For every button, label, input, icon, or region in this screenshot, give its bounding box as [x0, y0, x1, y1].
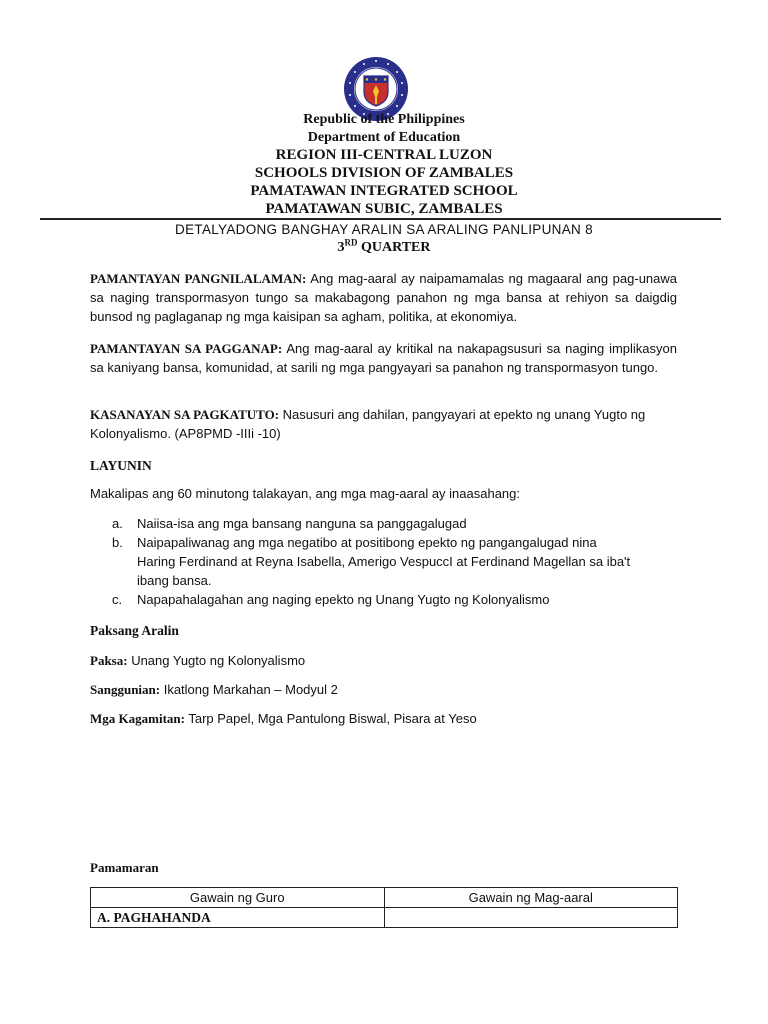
objective-item [90, 590, 637, 609]
header-address: PAMATAWAN SUBIC, ZAMBALES [265, 201, 503, 217]
objectives-list [90, 514, 677, 609]
performance-standard [90, 339, 677, 377]
objective-text: Naiisa-isa ang mga bansang nanguna sa panggagalugad [137, 516, 467, 531]
materials-value: Tarp Papel, Mga Pantulong Biswal, Pisara at Yeso [188, 711, 477, 726]
procedure-heading: Pamamaran [90, 860, 159, 875]
topic-value: Unang Yugto ng Kolonyalismo [131, 653, 306, 668]
objective-text: Napapahalagahan ang naging epekto ng Unang Yugto ng Kolonyalismo [137, 592, 550, 607]
header-division: SCHOOLS DIVISION OF ZAMBALES [254, 165, 514, 181]
table-header-row [91, 888, 678, 908]
materials-line [90, 709, 677, 728]
objectives-intro: Makalipas ang 60 minutong talakayan, ang mga mag-aaral ay inaasahang: [90, 486, 520, 501]
header-department: Department of Education [307, 130, 461, 145]
performance-standard-text: Ang mag-aaral ay kritikal na nakapagsusuri sa naging implikasyon sa kaniyang bansa, komunidad, at sarili ng mga pangyayari sa panahon ng transpormasyon tungo. [90, 341, 677, 375]
objective-letter: c. [112, 592, 123, 607]
objective-letter: a. [112, 516, 123, 531]
empty-cell [384, 908, 678, 928]
quarter-label: 3RD QUARTER [337, 237, 431, 255]
objective-letter: b. [112, 535, 123, 550]
header-republic: Republic of the Philippines [303, 112, 465, 127]
lesson-plan-title: DETALYADONG BANGHAY ARALIN SA ARALING PANLIPUNAN 8 [175, 222, 593, 237]
column-header-teacher: Gawain ng Guro [91, 888, 385, 908]
objective-item [90, 533, 637, 590]
subject-matter-heading: Paksang Aralin [90, 623, 179, 638]
objective-item [90, 514, 637, 533]
reference-value: Ikatlong Markahan – Modyul 2 [163, 682, 338, 697]
content-standard-text: Ang mag-aaral ay naipamamalas ng magaaral ang pag-unawa sa naging transpormasyon tungo sa makabagong panahon ng mga bansa at rehiyon sa daigdig bunsod ng paglaganap ng mga kaisipan sa agham, politika, at ekonomiya. [90, 271, 677, 324]
performance-standard-label: PAMANTAYAN SA PAGGANAP: [90, 341, 283, 356]
procedure-table [90, 887, 678, 928]
topic-label: Paksa: [90, 653, 128, 668]
reference-label: Sanggunian: [90, 682, 161, 697]
objective-text: Naipapaliwanag ang mga negatibo at positibong epekto ng pangangalugad nina Haring Ferdinand at Reyna Isabella, Amerigo VespuccI at Ferdinand Magellan sa iba't ibang bansa. [137, 535, 631, 588]
header-school: PAMATAWAN INTEGRATED SCHOOL [250, 183, 518, 199]
competency-text: Nasusuri ang dahilan, pangyayari at epekto ng unang Yugto ng Kolonyalismo. (AP8PMD -IIIi -10) [90, 407, 646, 441]
objectives-heading: LAYUNIN [90, 458, 152, 473]
content-standard-label: PAMANTAYAN PANGNILALAMAN: [90, 271, 307, 286]
learning-competency [90, 405, 650, 443]
competency-label: KASANAYAN SA PAGKATUTO: [90, 407, 280, 422]
reference-line [90, 680, 677, 699]
content-standard [90, 269, 677, 326]
table-row [91, 908, 678, 928]
column-header-student: Gawain ng Mag-aaral [384, 888, 678, 908]
phase-cell: A. PAGHAHANDA [91, 908, 385, 928]
header-region: REGION III-CENTRAL LUZON [275, 147, 493, 163]
materials-label: Mga Kagamitan: [90, 711, 185, 726]
header-divider [40, 218, 721, 220]
topic-line [90, 651, 677, 670]
